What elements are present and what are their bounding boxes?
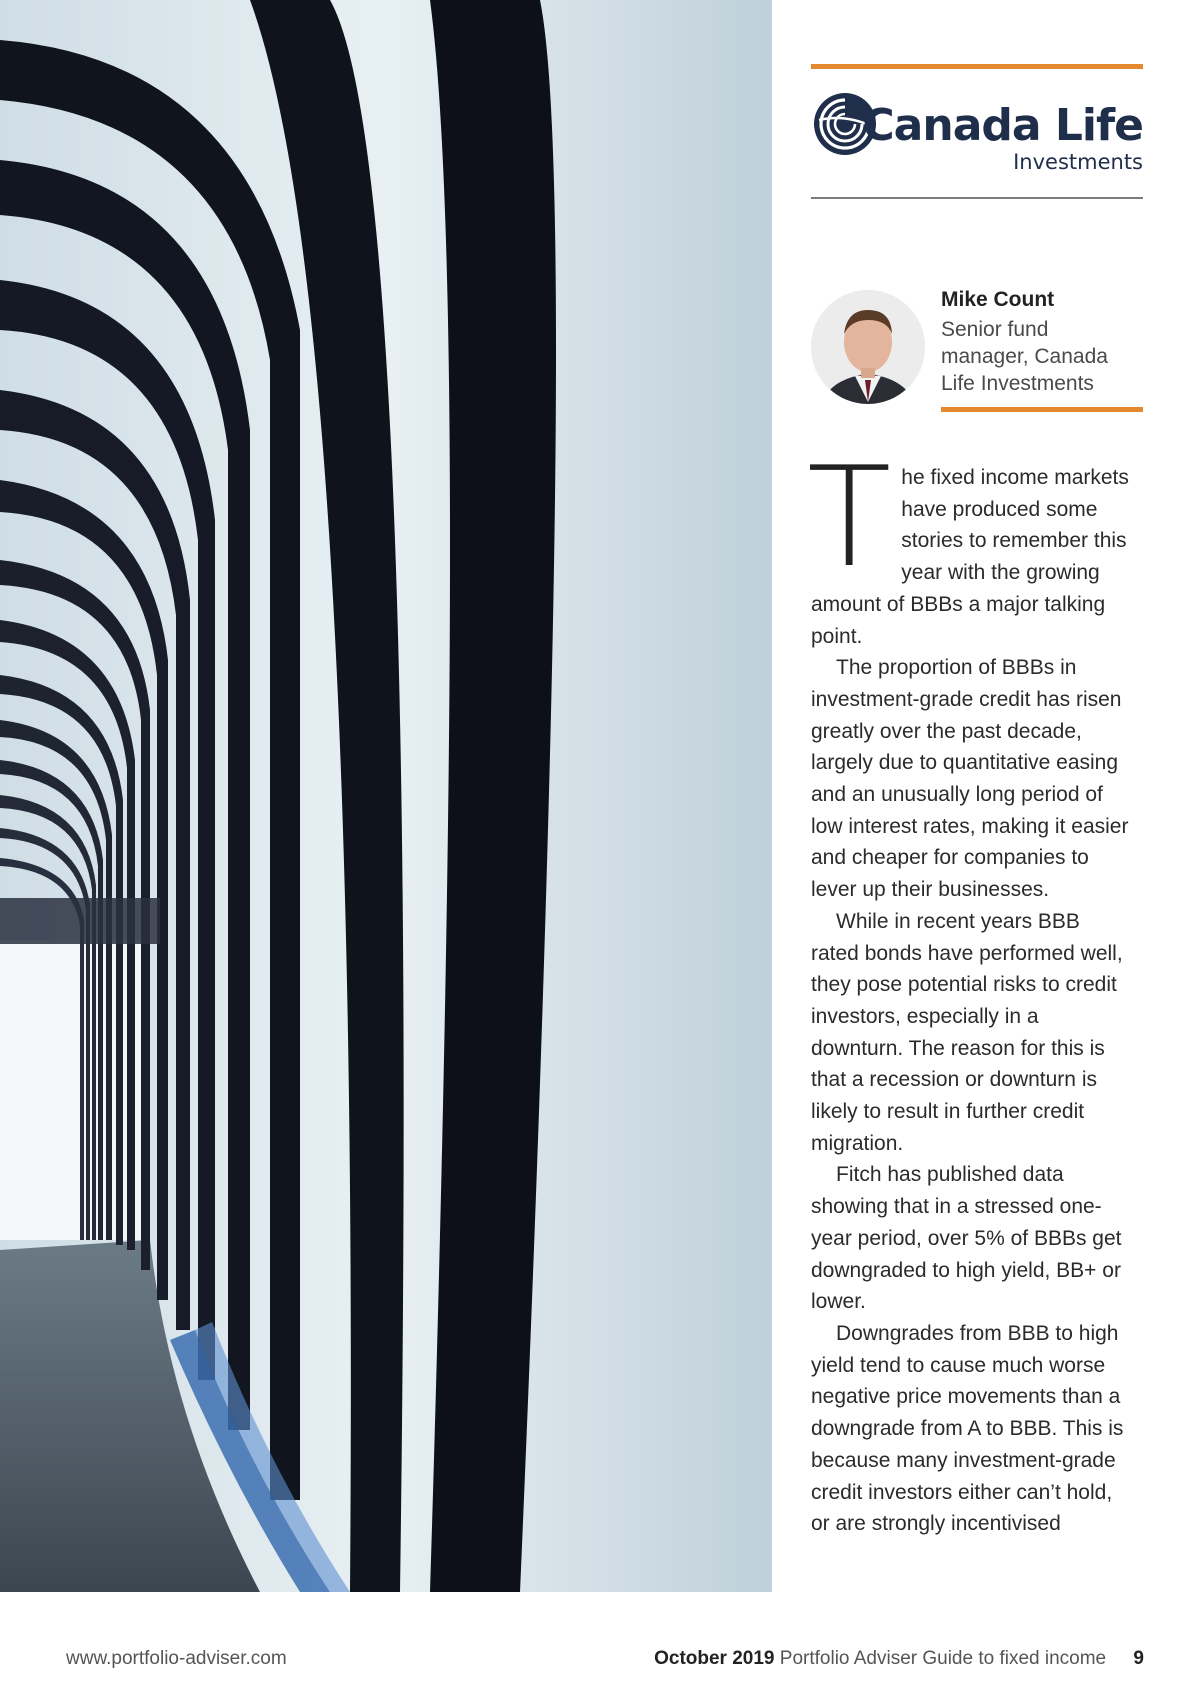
- article-paragraph: [807, 437, 1131, 652]
- drop-cap: T: [807, 437, 892, 598]
- logo-subtitle: Investments: [1013, 150, 1143, 174]
- avatar: [811, 290, 925, 404]
- footer-url: www.portfolio-adviser.com: [66, 1648, 287, 1669]
- footer-date: October 2019: [654, 1648, 775, 1669]
- logo-name: Canada Life: [862, 100, 1143, 151]
- author-role: Senior fund manager, Canada Life Investments: [941, 318, 1108, 395]
- logo-divider: [811, 197, 1143, 199]
- byline-accent-rule: [941, 407, 1143, 412]
- footer-publication: Portfolio Adviser Guide to fixed income: [779, 1648, 1107, 1669]
- article-paragraph: While in recent years BBB rated bonds have performed well, they pose potential risks to credit investors, especially in a downturn. The reason for this is that a recession or downturn is likely to result in further credit migration.: [811, 909, 1123, 1155]
- page-number: 9: [1133, 1648, 1144, 1669]
- article-body: [807, 437, 1131, 1540]
- author-byline: [811, 288, 1143, 418]
- article-paragraph: Downgrades from BBB to high yield tend to cause much worse negative price movements than a downgrade from A to BBB. This is because many investment-grade credit investors either can’t hold, or are strongly incentivised: [811, 1321, 1124, 1536]
- canada-life-logo: [811, 88, 1143, 178]
- footer-info: [654, 1648, 1144, 1670]
- article-paragraph: The proportion of BBBs in investment-grade credit has risen greatly over the past decade, largely due to quantitative easing and an unusually long period of low interest rates, making it easier and cheaper for companies to lever up their businesses.: [811, 656, 1129, 902]
- top-accent-rule: [811, 64, 1143, 69]
- article-paragraph: Fitch has published data showing that in a stressed one-year period, over 5% of BBBs get downgraded to high yield, BB+ or lower.: [811, 1163, 1122, 1314]
- article-paragraph-text: he fixed income markets have produced some stories to remember this year with the growing amount of BBBs a major talking point.: [811, 466, 1129, 648]
- author-name: Mike Count: [941, 288, 1055, 311]
